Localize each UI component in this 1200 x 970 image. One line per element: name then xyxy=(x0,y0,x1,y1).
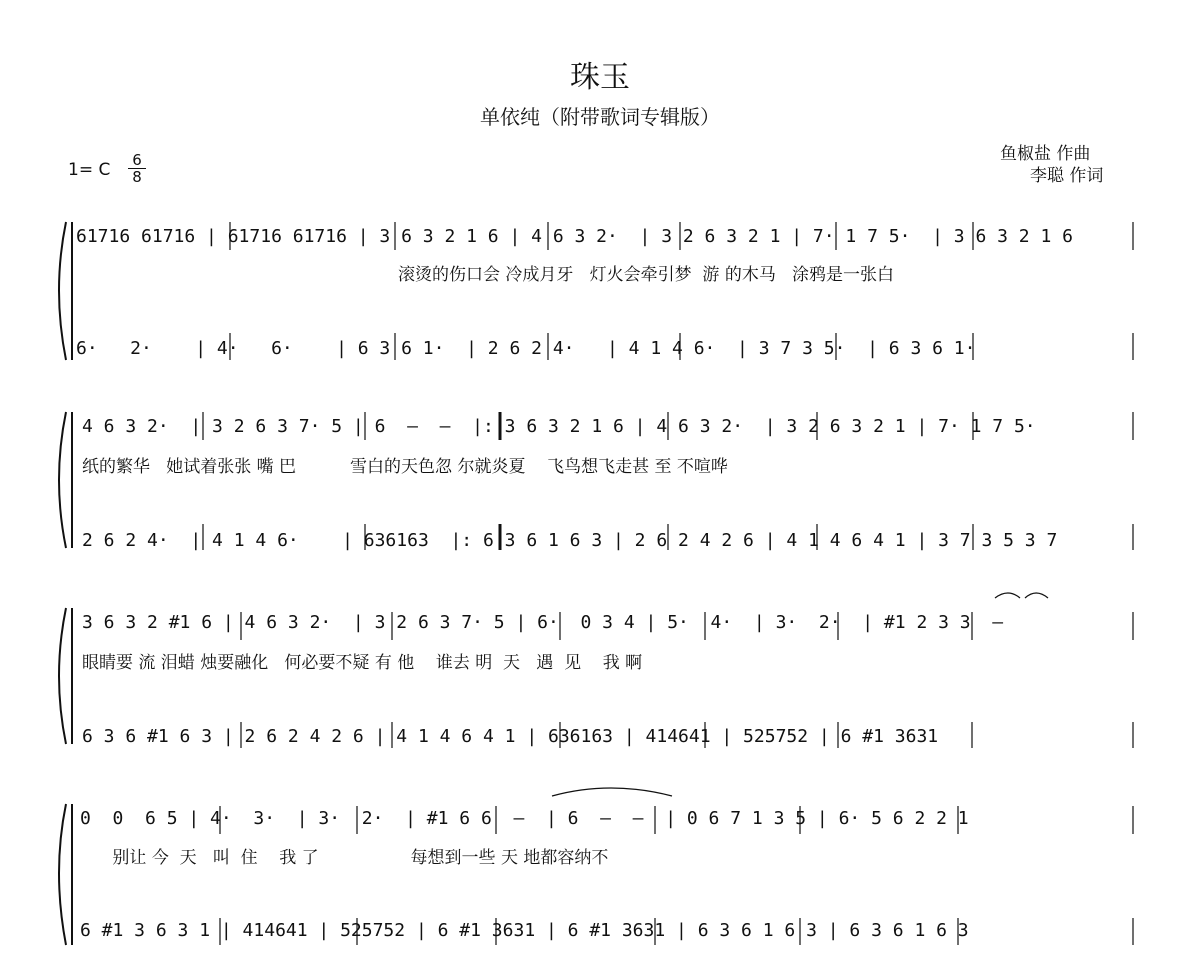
time-signature-bottom: 8 xyxy=(128,168,146,185)
system-2-lyrics: 纸的繁华 她试着张张 嘴 巴 雪白的天色忽 尔就炎夏 飞鸟想飞走甚 至 不喧哗 xyxy=(82,457,728,477)
system-1-bass: 6· 2· | 4· 6· | 6 3 6 1· | 2 6 2 4· | 4 1 4 6· | 3 7 3 5· | 6 3 6 1· xyxy=(76,338,976,359)
score-subtitle: 单依纯（附带歌词专辑版） xyxy=(480,105,720,129)
score-title: 珠玉 xyxy=(570,60,630,95)
system-2-melody: 4 6 3 2· | 3 2 6 3 7· 5 | 6 — — |: 3 6 3 2 1 6 | 4 6 3 2· | 3 2 6 3 2 1 | 7· 1 7 5· xyxy=(82,416,1036,437)
key-signature: 1= C xyxy=(68,160,111,180)
system-3-melody: 3 6 3 2 #1 6 | 4 6 3 2· | 3 2 6 3 7· 5 | 6· 0 3 4 | 5· 4· | 3· 2· | #1 2 3 3 — xyxy=(82,612,1004,633)
system-1-melody: 61716 61716 | 61716 61716 | 3 6 3 2 1 6 | 4 6 3 2· | 3 2 6 3 2 1 | 7· 1 7 5· | 3 6 3 2 1 6 xyxy=(76,226,1073,247)
system-4-lyrics: 别让 今 天 叫 住 我 了 每想到一些 天 地都容纳不 xyxy=(80,848,609,868)
system-2-bass: 2 6 2 4· | 4 1 4 6· | 636163 |: 6 3 6 1 6 3 | 2 6 2 4 2 6 | 4 1 4 6 4 1 | 3 7 3 5 3 7 xyxy=(82,530,1058,551)
system-3-bass: 6 3 6 #1 6 3 | 2 6 2 4 2 6 | 4 1 4 6 4 1 | 636163 | 414641 | 525752 | 6 #1 3631 xyxy=(82,726,939,747)
composer-credit: 鱼椒盐 作曲 xyxy=(1000,144,1091,164)
system-3-lyrics: 眼睛要 流 泪蜡 烛要融化 何必要不疑 有 他 谁去 明 天 遇 见 我 啊 xyxy=(82,653,643,673)
lyricist-credit: 李聪 作词 xyxy=(1030,166,1104,186)
system-1-lyrics: 滚烫的伤口会 冷成月牙 灯火会牵引梦 游 的木马 涂鸦是一张白 xyxy=(398,265,895,285)
time-signature-top: 6 xyxy=(132,151,142,169)
system-brace xyxy=(59,222,66,360)
system-4-bass: 6 #1 3 6 3 1 | 414641 | 525752 | 6 #1 3631 | 6 #1 3631 | 6 3 6 1 6 3 | 6 3 6 1 6 3 xyxy=(80,920,969,941)
system-4-melody: 0 0 6 5 | 4· 3· | 3· 2· | #1 6 6 — | 6 — — | 0 6 7 1 3 5 | 6· 5 6 2 2 1 xyxy=(80,808,969,829)
